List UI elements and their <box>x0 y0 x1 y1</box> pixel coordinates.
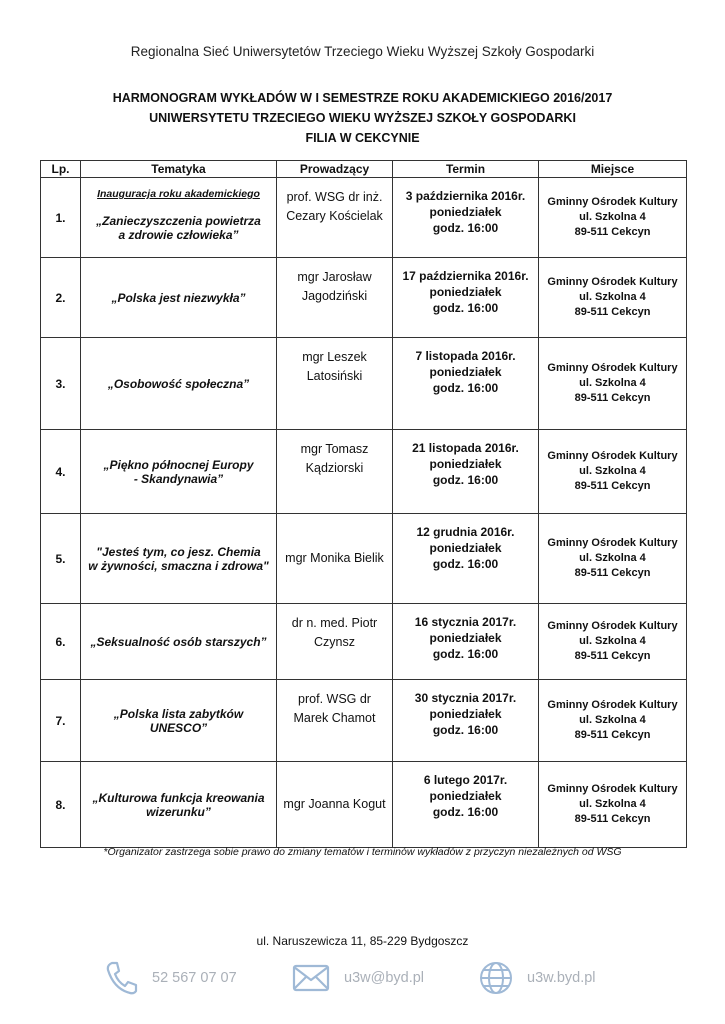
weekday-line: poniedziałek <box>429 365 502 379</box>
cell-date <box>393 604 539 680</box>
topic-line: a zdrowie człowieka” <box>118 228 239 242</box>
lecturer-line: mgr Tomasz <box>300 442 369 456</box>
time-line: godz. 16:00 <box>432 221 499 235</box>
weekday-line: poniedziałek <box>429 707 502 721</box>
cell-lp: 7. <box>41 680 81 762</box>
weekday-line: poniedziałek <box>429 789 502 803</box>
column-header-topic: Tematyka <box>81 161 277 178</box>
weekday-line: poniedziałek <box>429 205 502 219</box>
footnote: *Organizator zastrzega sobie prawo do zmiany tematów i terminów wykładów z przyczyn niezależnych od WSG <box>103 846 622 858</box>
title-line-2: UNIWERSYTETU TRZECIEGO WIEKU WYŻSZEJ SZKOŁY GOSPODARKI <box>149 111 576 125</box>
place-line: Gminny Ośrodek Kultury <box>547 699 678 711</box>
lecturer-line: prof. WSG dr <box>298 692 371 706</box>
table-row <box>41 258 687 338</box>
cell-lp: 5. <box>41 514 81 604</box>
topic-line: wizerunku” <box>146 804 211 819</box>
topic-line: w żywności, smaczna i zdrowa" <box>88 558 269 573</box>
lecturer-line: Latosiński <box>306 369 363 383</box>
time-line: godz. 16:00 <box>432 805 499 819</box>
place-line: Gminny Ośrodek Kultury <box>547 620 678 632</box>
cell-lecturer <box>277 514 393 604</box>
cell-date <box>393 258 539 338</box>
place-line: ul. Szkolna 4 <box>579 798 646 810</box>
place-line: 89-511 Cekcyn <box>574 729 651 741</box>
column-header-lp: Lp. <box>41 161 81 178</box>
table-row <box>41 762 687 848</box>
cell-topic <box>81 258 277 338</box>
cell-place <box>539 762 687 848</box>
phone-number[interactable]: 52 567 07 07 <box>152 970 237 986</box>
place-line: ul. Szkolna 4 <box>579 211 646 223</box>
place-line: ul. Szkolna 4 <box>579 291 646 303</box>
place-line: 89-511 Cekcyn <box>574 306 651 318</box>
table-row <box>41 338 687 430</box>
topic-line: - Skandynawia” <box>133 471 224 486</box>
cell-lecturer <box>277 762 393 848</box>
place-line: Gminny Ośrodek Kultury <box>547 537 678 549</box>
lecturer-line: dr n. med. Piotr <box>291 616 378 630</box>
cell-lecturer <box>277 338 393 430</box>
date-line: 30 stycznia 2017r. <box>414 691 517 705</box>
cell-date <box>393 680 539 762</box>
cell-lp: 1. <box>41 178 81 258</box>
footer-address: ul. Naruszewicza 11, 85-229 Bydgoszcz <box>256 934 469 948</box>
cell-date <box>393 178 539 258</box>
globe-icon <box>479 961 513 995</box>
contact-email <box>292 960 424 996</box>
website-address[interactable]: u3w.byd.pl <box>527 970 596 986</box>
table-row <box>41 514 687 604</box>
lecturer-line: mgr Monika Bielik <box>285 551 384 565</box>
lecturer-line: Kądziorski <box>305 461 364 475</box>
time-line: godz. 16:00 <box>432 723 499 737</box>
lecturer-line: Czynsz <box>314 635 355 649</box>
topic-line: „Piękno północnej Europy <box>103 457 254 472</box>
email-address[interactable]: u3w@byd.pl <box>344 970 425 986</box>
cell-topic <box>81 680 277 762</box>
cell-place <box>539 514 687 604</box>
place-line: ul. Szkolna 4 <box>579 377 646 389</box>
document-title <box>0 88 725 148</box>
place-line: 89-511 Cekcyn <box>574 567 651 579</box>
topic-line: „Zanieczyszczenia powietrza <box>96 214 261 228</box>
cell-place <box>539 680 687 762</box>
cell-date <box>393 762 539 848</box>
cell-lecturer <box>277 604 393 680</box>
weekday-line: poniedziałek <box>429 285 502 299</box>
lecturer-line: prof. WSG dr inż. <box>286 190 383 204</box>
cell-lecturer <box>277 258 393 338</box>
cell-topic <box>81 338 277 430</box>
time-line: godz. 16:00 <box>432 473 499 487</box>
place-line: ul. Szkolna 4 <box>579 465 646 477</box>
cell-lp: 2. <box>41 258 81 338</box>
table-row <box>41 430 687 514</box>
topic-line: „Osobowość społeczna” <box>107 376 250 391</box>
date-line: 17 października 2016r. <box>402 269 529 283</box>
date-line: 21 listopada 2016r. <box>412 441 519 455</box>
column-header-lecturer: Prowadzący <box>277 161 393 178</box>
table-row <box>41 604 687 680</box>
cell-date <box>393 430 539 514</box>
lecture-schedule-table <box>40 160 687 848</box>
cell-place <box>539 430 687 514</box>
column-header-place: Miejsce <box>539 161 687 178</box>
lecturer-line: Jagodziński <box>301 289 368 303</box>
lecturer-line: mgr Joanna Kogut <box>283 797 386 811</box>
date-line: 3 października 2016r. <box>405 189 526 203</box>
phone-icon <box>104 960 138 996</box>
date-line: 6 lutego 2017r. <box>423 773 508 787</box>
date-line: 16 stycznia 2017r. <box>414 615 517 629</box>
topic-line: „Seksualność osób starszych” <box>90 634 267 649</box>
cell-place <box>539 178 687 258</box>
weekday-line: poniedziałek <box>429 631 502 645</box>
place-line: Gminny Ośrodek Kultury <box>547 276 678 288</box>
organization-name: Regionalna Sieć Uniwersytetów Trzeciego Wieku Wyższej Szkoły Gospodarki <box>130 44 595 59</box>
column-header-date: Termin <box>393 161 539 178</box>
cell-lp: 8. <box>41 762 81 848</box>
cell-place <box>539 338 687 430</box>
cell-lecturer <box>277 680 393 762</box>
cell-topic <box>81 604 277 680</box>
cell-place <box>539 604 687 680</box>
lecturer-line: mgr Leszek <box>302 350 367 364</box>
title-line-1: HARMONOGRAM WYKŁADÓW W I SEMESTRZE ROKU AKADEMICKIEGO 2016/2017 <box>112 91 613 105</box>
table-row <box>41 680 687 762</box>
place-line: ul. Szkolna 4 <box>579 635 646 647</box>
topic-line: "Jesteś tym, co jesz. Chemia <box>96 544 261 559</box>
place-line: ul. Szkolna 4 <box>579 552 646 564</box>
place-line: 89-511 Cekcyn <box>574 813 651 825</box>
place-line: Gminny Ośrodek Kultury <box>547 362 678 374</box>
contact-website <box>479 960 596 996</box>
cell-lecturer <box>277 430 393 514</box>
table-header-row <box>41 161 687 178</box>
time-line: godz. 16:00 <box>432 301 499 315</box>
cell-topic <box>81 762 277 848</box>
cell-lp: 6. <box>41 604 81 680</box>
cell-date <box>393 338 539 430</box>
topic-line: „Kulturowa funkcja kreowania <box>92 790 265 805</box>
cell-place <box>539 258 687 338</box>
weekday-line: poniedziałek <box>429 541 502 555</box>
lecturer-line: Marek Chamot <box>293 711 376 725</box>
time-line: godz. 16:00 <box>432 381 499 395</box>
lecturer-line: Cezary Kościelak <box>286 209 383 223</box>
place-line: Gminny Ośrodek Kultury <box>547 450 678 462</box>
weekday-line: poniedziałek <box>429 457 502 471</box>
lecturer-line: mgr Jarosław <box>297 270 372 284</box>
place-line: 89-511 Cekcyn <box>574 392 651 404</box>
time-line: godz. 16:00 <box>432 557 499 571</box>
time-line: godz. 16:00 <box>432 647 499 661</box>
cell-date <box>393 514 539 604</box>
title-line-3: FILIA W CEKCYNIE <box>305 131 420 145</box>
cell-lp: 3. <box>41 338 81 430</box>
table-row <box>41 178 687 258</box>
topic-line: „Polska lista zabytków UNESCO” <box>113 706 244 735</box>
cell-lp: 4. <box>41 430 81 514</box>
place-line: ul. Szkolna 4 <box>579 714 646 726</box>
cell-topic <box>81 514 277 604</box>
cell-lecturer <box>277 178 393 258</box>
date-line: 7 listopada 2016r. <box>415 349 516 363</box>
place-line: 89-511 Cekcyn <box>574 226 651 238</box>
place-line: 89-511 Cekcyn <box>574 650 651 662</box>
cell-topic <box>81 430 277 514</box>
inauguration-label: Inauguracja roku akademickiego <box>97 188 260 200</box>
place-line: 89-511 Cekcyn <box>574 480 651 492</box>
envelope-icon <box>292 964 330 992</box>
date-line: 12 grudnia 2016r. <box>416 525 515 539</box>
cell-topic <box>81 178 277 258</box>
contact-phone <box>104 960 237 996</box>
topic-line: „Polska jest niezwykła” <box>111 290 246 305</box>
place-line: Gminny Ośrodek Kultury <box>547 783 678 795</box>
place-line: Gminny Ośrodek Kultury <box>547 196 678 208</box>
